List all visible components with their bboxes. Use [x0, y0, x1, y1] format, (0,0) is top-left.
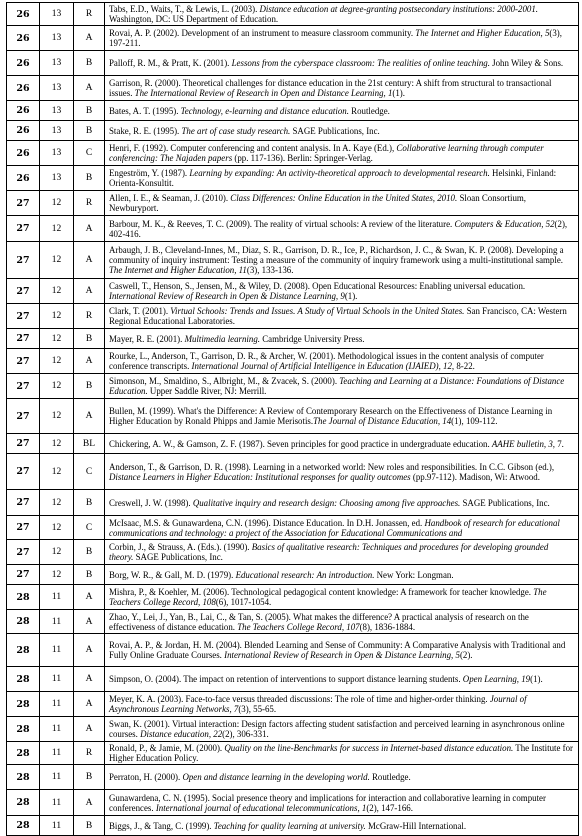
reference-cell: [105, 121, 579, 141]
reference-italic-text: The Journal of Distance Education, 14: [313, 416, 452, 426]
reference-text: The Institute for Higher Education Policy.: [109, 743, 573, 763]
reference-cell: [105, 51, 579, 76]
reference-cell: [105, 101, 579, 121]
reference-italic-text: The International Review of Research in Open and Distance Learning, 1: [134, 88, 393, 98]
count-cell: 11: [40, 610, 74, 634]
type-cell: C: [74, 141, 105, 166]
type-cell: C: [74, 454, 105, 490]
table-row: [7, 667, 579, 692]
reference-italic-text: The art of case study research.: [181, 125, 291, 136]
reference-text: Barbour, M. K., & Reeves, T. C. (2009). The reality of virtual schools: A review of the literature.: [109, 218, 455, 229]
reference-cell: [105, 816, 579, 836]
reference-text: (pp. 117-136). Berlin: Springer-Verlag.: [232, 153, 373, 163]
reference-italic-text: The Teachers College Record, 107: [237, 621, 360, 632]
table-row: [7, 816, 579, 836]
reference-text: (1).: [392, 88, 405, 98]
type-cell: A: [74, 692, 105, 717]
table-row: [7, 610, 579, 634]
reference-italic-text: Quality on the line-Benchmarks for success in Internet-based distance education.: [224, 743, 514, 753]
reference-text: Caswell, T., Henson, S., Jensen, M., & Wiley, D. (2008). Open Educational Resources: Enabling universal education.: [109, 281, 526, 291]
rank-cell: 27: [7, 329, 40, 349]
rank-cell: 27: [7, 242, 40, 279]
reference-cell: [105, 166, 579, 191]
reference-text: Corbin, J., & Strauss, A. (Eds.). (1990).: [109, 542, 252, 552]
reference-text: Gunawardena, C. N. (1995). Social presence theory and implications for interaction and collaborative learning in computer conferences.: [109, 792, 546, 813]
reference-italic-text: Distance education, 22: [140, 729, 223, 739]
reference-italic-text: Open Learning, 19: [462, 674, 531, 684]
type-cell: B: [74, 51, 105, 76]
type-cell: A: [74, 634, 105, 667]
reference-italic-text: Distance Learners in Higher Education: Institutional responses for quality outcomes: [109, 471, 411, 482]
citation-table-body: [7, 3, 579, 836]
table-row: [7, 216, 579, 242]
reference-text: (2), 147-166.: [366, 802, 413, 813]
type-cell: R: [74, 304, 105, 329]
count-cell: 11: [40, 790, 74, 816]
rank-cell: 28: [7, 790, 40, 816]
rank-cell: 27: [7, 216, 40, 242]
rank-cell: 27: [7, 540, 40, 565]
count-cell: 12: [40, 191, 74, 216]
reference-text: Simpson, O. (2004). The impact on retention of interventions to support distance learning students.: [109, 674, 463, 684]
type-cell: C: [74, 516, 105, 540]
reference-italic-text: Learning by expanding: An activity-theoretical approach to developmental research.: [189, 168, 490, 178]
table-row: [7, 742, 579, 765]
table-row: [7, 279, 579, 304]
type-cell: B: [74, 565, 105, 585]
reference-text: Helsinki, Finland: Orienta-Konsultit.: [109, 168, 557, 188]
type-cell: B: [74, 816, 105, 836]
reference-text: (2).: [459, 650, 473, 660]
reference-italic-text: AAHE bulletin, 3,: [491, 438, 555, 449]
citation-table: [6, 2, 579, 836]
reference-italic-text: Technology, e-learning and distance education.: [180, 105, 349, 116]
reference-text: Biggs, J., & Tang, C. (1999).: [109, 820, 214, 831]
table-row: [7, 717, 579, 742]
reference-cell: [105, 490, 579, 516]
reference-text: Washington, DC: US Department of Education.: [109, 14, 279, 24]
reference-cell: [105, 790, 579, 816]
reference-cell: [105, 191, 579, 216]
table-row: [7, 540, 579, 565]
reference-italic-text: The Internet and Higher Education, 5: [415, 28, 550, 38]
rank-cell: 26: [7, 76, 40, 101]
reference-text: New York: Longman.: [374, 569, 454, 580]
reference-text: Swan, K. (2001). Virtual interaction: Design factors affecting student satisfaction and perceived learning in asynchronous online courses.: [109, 719, 565, 739]
reference-text: Bates, A. T. (1995).: [109, 105, 181, 116]
table-row: [7, 242, 579, 279]
reference-italic-text: Teaching for quality learning at university.: [213, 820, 366, 831]
reference-text: Anderson, T., & Garrison, D. R. (1998). Learning in a networked world: New roles and responsibilities. In C.C. Gibson (ed.),: [109, 461, 555, 472]
type-cell: B: [74, 490, 105, 516]
reference-italic-text: The Teachers College Record, 108: [109, 587, 547, 607]
count-cell: 12: [40, 399, 74, 434]
table-row: [7, 121, 579, 141]
reference-text: Borg, W. R., & Gall, M. D. (1979).: [109, 569, 236, 580]
count-cell: 13: [40, 141, 74, 166]
rank-cell: 28: [7, 816, 40, 836]
reference-text: Bullen, M. (1999). What's the Difference: A Review of Contemporary Research on the Effectiveness of Distance Learning in Higher Education by Ronald Phipps and Jamie Merisotis.: [109, 406, 553, 426]
count-cell: 11: [40, 816, 74, 836]
reference-text: SAGE Publications, Inc.: [133, 552, 223, 562]
rank-cell: 27: [7, 279, 40, 304]
reference-cell: [105, 610, 579, 634]
reference-italic-text: Journal of Asynchronous Learning Networks, 7: [109, 694, 527, 714]
reference-italic-text: International Review of Research in Open & Distance Learning, 5: [224, 650, 460, 660]
reference-italic-text: Educational research: An introduction.: [235, 569, 375, 580]
rank-cell: 26: [7, 51, 40, 76]
count-cell: 13: [40, 166, 74, 191]
table-row: [7, 585, 579, 610]
rank-cell: 27: [7, 349, 40, 374]
reference-cell: [105, 692, 579, 717]
count-cell: 11: [40, 692, 74, 717]
reference-text: Chickering, A. W., & Gamson, Z. F. (1987). Seven principles for good practice in undergraduate education.: [109, 438, 492, 449]
type-cell: B: [74, 540, 105, 565]
table-row: [7, 434, 579, 454]
rank-cell: 27: [7, 454, 40, 490]
table-row: [7, 304, 579, 329]
table-row: [7, 101, 579, 121]
count-cell: 11: [40, 634, 74, 667]
reference-italic-text: Handbook of research for educational communications and technology: a project of the Association for Educational Communications and: [109, 517, 560, 538]
reference-cell: [105, 399, 579, 434]
table-row: [7, 374, 579, 399]
reference-text: Stake, R. E. (1995).: [109, 125, 182, 136]
rank-cell: 27: [7, 516, 40, 540]
reference-italic-text: International journal of educational telecommunications, 1: [155, 802, 367, 813]
table-row: [7, 166, 579, 191]
count-cell: 12: [40, 329, 74, 349]
rank-cell: 26: [7, 141, 40, 166]
table-row: [7, 51, 579, 76]
table-row: [7, 454, 579, 490]
type-cell: A: [74, 399, 105, 434]
reference-text: Mishra, P., & Koehler, M. (2006). Technological pedagogical content knowledge: A framework for teacher knowledge.: [109, 587, 534, 597]
count-cell: 11: [40, 667, 74, 692]
reference-text: Ronald, P., & Jamie, M. (2000).: [109, 743, 225, 753]
reference-cell: [105, 242, 579, 279]
count-cell: 12: [40, 216, 74, 242]
count-cell: 12: [40, 565, 74, 585]
type-cell: A: [74, 790, 105, 816]
type-cell: A: [74, 26, 105, 51]
rank-cell: 27: [7, 191, 40, 216]
count-cell: 13: [40, 121, 74, 141]
count-cell: 11: [40, 765, 74, 790]
table-row: [7, 516, 579, 540]
reference-text: Meyer, K. A. (2003). Face-to-face versus threaded discussions: The role of time and higher-order thinking.: [109, 694, 490, 704]
reference-italic-text: Teaching and Learning at a Distance: Foundations of Distance Education.: [109, 376, 565, 396]
reference-text: (2), 402-416.: [109, 218, 568, 239]
rank-cell: 27: [7, 565, 40, 585]
type-cell: A: [74, 242, 105, 279]
reference-text: Rovai, A. P. (2002). Development of an instrument to measure classroom community.: [109, 28, 416, 38]
reference-text: Rovai, A. P., & Jordan, H. M. (2004). Blended Learning and Sense of Community: A Comparative Analysis with Traditional and Fully Online Graduate Courses.: [109, 640, 566, 660]
reference-cell: [105, 26, 579, 51]
reference-text: 7.: [555, 438, 564, 449]
rank-cell: 26: [7, 121, 40, 141]
reference-text: Simonson, M., Smaldino, S., Albright, M., & Zvacek, S. (2000).: [109, 376, 340, 386]
reference-text: (1), 109-112.: [451, 416, 498, 426]
count-cell: 12: [40, 434, 74, 454]
rank-cell: 27: [7, 490, 40, 516]
reference-cell: [105, 349, 579, 374]
table-row: [7, 634, 579, 667]
citation-table-container: [6, 2, 578, 836]
reference-italic-text: Virtual Schools: Trends and Issues. A Study of Virtual Schools in the United States.: [170, 306, 465, 316]
reference-text: McIsaac, M.S. & Gunawardena, C.N. (1996). Distance Education. In D.H. Jonassen, ed.: [109, 517, 425, 528]
reference-cell: [105, 304, 579, 329]
reference-cell: [105, 329, 579, 349]
type-cell: BL: [74, 434, 105, 454]
reference-italic-text: Class Differences: Online Education in the United States, 2010.: [230, 193, 458, 203]
type-cell: B: [74, 101, 105, 121]
type-cell: A: [74, 717, 105, 742]
type-cell: A: [74, 279, 105, 304]
reference-text: Tabs, E.D., Waits, T., & Lewis, L. (2003).: [109, 4, 260, 14]
count-cell: 12: [40, 516, 74, 540]
rank-cell: 26: [7, 101, 40, 121]
table-row: [7, 565, 579, 585]
reference-italic-text: Open and distance learning in the developing world.: [182, 772, 370, 782]
count-cell: 11: [40, 585, 74, 610]
reference-cell: [105, 454, 579, 490]
rank-cell: 27: [7, 374, 40, 399]
type-cell: A: [74, 76, 105, 101]
reference-cell: [105, 540, 579, 565]
reference-cell: [105, 565, 579, 585]
rank-cell: 27: [7, 399, 40, 434]
rank-cell: 27: [7, 434, 40, 454]
rank-cell: 26: [7, 166, 40, 191]
reference-italic-text: Collaborative learning through computer conferencing: The Najaden papers: [109, 143, 544, 163]
type-cell: R: [74, 3, 105, 26]
reference-text: (3), 133-136.: [246, 265, 294, 275]
count-cell: 13: [40, 76, 74, 101]
reference-text: Garrison, R. (2000). Theoretical challenges for distance education in the 21st century: A shift from structural to transactional issues.: [109, 78, 552, 98]
count-cell: 11: [40, 742, 74, 765]
table-row: [7, 3, 579, 26]
table-row: [7, 191, 579, 216]
reference-cell: [105, 516, 579, 540]
reference-text: McGraw-Hill International.: [365, 820, 467, 831]
reference-text: (3), 197-211.: [109, 28, 562, 48]
count-cell: 12: [40, 490, 74, 516]
reference-text: San Francisco, CA: Western Regional Educational Laboratories.: [109, 306, 567, 326]
rank-cell: 28: [7, 667, 40, 692]
table-row: [7, 790, 579, 816]
reference-cell: [105, 717, 579, 742]
reference-text: (8), 1836-1884.: [359, 621, 416, 632]
reference-cell: [105, 742, 579, 765]
table-row: [7, 399, 579, 434]
type-cell: A: [74, 610, 105, 634]
table-row: [7, 141, 579, 166]
reference-text: Routledge.: [369, 772, 411, 782]
type-cell: B: [74, 329, 105, 349]
reference-text: (2), 306-331.: [222, 729, 269, 739]
reference-cell: [105, 141, 579, 166]
reference-italic-text: International Review of Research in Open & Distance Learning, 9: [109, 291, 345, 301]
count-cell: 12: [40, 349, 74, 374]
reference-text: (3), 55-65.: [238, 704, 277, 714]
reference-text: Henri, F. (1992). Computer conferencing and content analysis. In A. Kaye (Ed.),: [109, 143, 397, 153]
reference-cell: [105, 585, 579, 610]
table-row: [7, 692, 579, 717]
count-cell: 12: [40, 242, 74, 279]
count-cell: 13: [40, 26, 74, 51]
reference-text: SAGE Publications, Inc.: [460, 497, 550, 508]
table-row: [7, 765, 579, 790]
reference-italic-text: Qualitative inquiry and research design: Choosing among five approaches.: [192, 497, 461, 508]
rank-cell: 26: [7, 3, 40, 26]
reference-text: Arbaugh, J. B., Cleveland-Innes, M., Diaz, S. R., Garrison, D. R., Ice, P., Richardson, J. C., & Swan, K. P. (2008). Developing a community of inquiry instrument: Testing a measure of the community of inquiry framework using a multi-institutional sample.: [109, 245, 564, 265]
reference-cell: [105, 374, 579, 399]
reference-italic-text: Multimedia learning.: [184, 333, 260, 344]
reference-text: Engeström, Y. (1987).: [109, 168, 190, 178]
rank-cell: 27: [7, 304, 40, 329]
reference-italic-text: The Internet and Higher Education, 11: [109, 265, 247, 275]
reference-text: Creswell, J. W. (1998).: [109, 497, 193, 508]
count-cell: 12: [40, 304, 74, 329]
reference-cell: [105, 279, 579, 304]
count-cell: 12: [40, 374, 74, 399]
rank-cell: 28: [7, 717, 40, 742]
table-row: [7, 349, 579, 374]
reference-text: Rourke, L., Anderson, T., Garrison, D. R., & Archer, W. (2001). Methodological issues in the content analysis of computer conference transcripts.: [109, 351, 544, 371]
reference-text: Allen, I. E., & Seaman, J. (2010).: [109, 193, 231, 203]
rank-cell: 28: [7, 742, 40, 765]
reference-text: Upper Saddle River, NJ: Merrill.: [147, 386, 267, 396]
reference-italic-text: Computers & Education, 52: [454, 218, 555, 229]
type-cell: R: [74, 742, 105, 765]
reference-text: Perraton, H. (2000).: [109, 772, 183, 782]
reference-text: (1).: [530, 674, 543, 684]
reference-cell: [105, 634, 579, 667]
reference-cell: [105, 434, 579, 454]
reference-text: 8-22.: [454, 361, 475, 371]
type-cell: A: [74, 585, 105, 610]
reference-cell: [105, 3, 579, 26]
type-cell: B: [74, 765, 105, 790]
rank-cell: 28: [7, 692, 40, 717]
reference-text: (1).: [344, 291, 358, 301]
reference-cell: [105, 216, 579, 242]
rank-cell: 28: [7, 585, 40, 610]
reference-italic-text: International Journal of Artificial Intelligence in Education (IJAIED), 12,: [191, 361, 455, 371]
type-cell: A: [74, 349, 105, 374]
reference-italic-text: Distance education at degree-granting postsecondary institutions: 2000-2001.: [259, 4, 538, 14]
reference-text: SAGE Publications, Inc.: [290, 125, 380, 136]
reference-italic-text: Basics of qualitative research: Techniques and procedures for developing grounded theory.: [109, 542, 549, 562]
reference-text: Cambridge University Press.: [260, 333, 365, 344]
table-row: [7, 26, 579, 51]
table-row: [7, 76, 579, 101]
reference-text: Routledge.: [348, 105, 390, 116]
count-cell: 12: [40, 279, 74, 304]
count-cell: 13: [40, 51, 74, 76]
reference-text: (6), 1017-1054.: [215, 597, 272, 607]
type-cell: B: [74, 166, 105, 191]
reference-text: Mayer, R. E. (2001).: [109, 333, 185, 344]
table-row: [7, 329, 579, 349]
count-cell: 13: [40, 101, 74, 121]
reference-text: Zhao, Y., Lei, J., Yan, B., Lai, C., & Tan, S. (2005). What makes the difference? A practical analysis of research on the effectiveness of distance education.: [109, 611, 529, 632]
type-cell: A: [74, 667, 105, 692]
type-cell: R: [74, 191, 105, 216]
reference-text: Clark, T. (2001).: [109, 306, 171, 316]
reference-text: Sloan Consortium, Newburyport.: [109, 193, 527, 213]
type-cell: A: [74, 216, 105, 242]
count-cell: 13: [40, 3, 74, 26]
reference-text: John Wiley & Sons.: [489, 58, 564, 68]
reference-cell: [105, 667, 579, 692]
reference-cell: [105, 765, 579, 790]
rank-cell: 28: [7, 610, 40, 634]
rank-cell: 28: [7, 765, 40, 790]
type-cell: B: [74, 121, 105, 141]
count-cell: 12: [40, 454, 74, 490]
count-cell: 11: [40, 717, 74, 742]
reference-text: (pp.97-112). Madison, Wi: Atwood.: [410, 471, 540, 482]
count-cell: 12: [40, 540, 74, 565]
type-cell: B: [74, 374, 105, 399]
rank-cell: 28: [7, 634, 40, 667]
table-row: [7, 490, 579, 516]
rank-cell: 26: [7, 26, 40, 51]
reference-text: Palloff, R. M., & Pratt, K. (2001).: [109, 58, 232, 68]
reference-italic-text: Lessons from the cyberspace classroom: The realities of online teaching.: [231, 58, 490, 68]
reference-cell: [105, 76, 579, 101]
